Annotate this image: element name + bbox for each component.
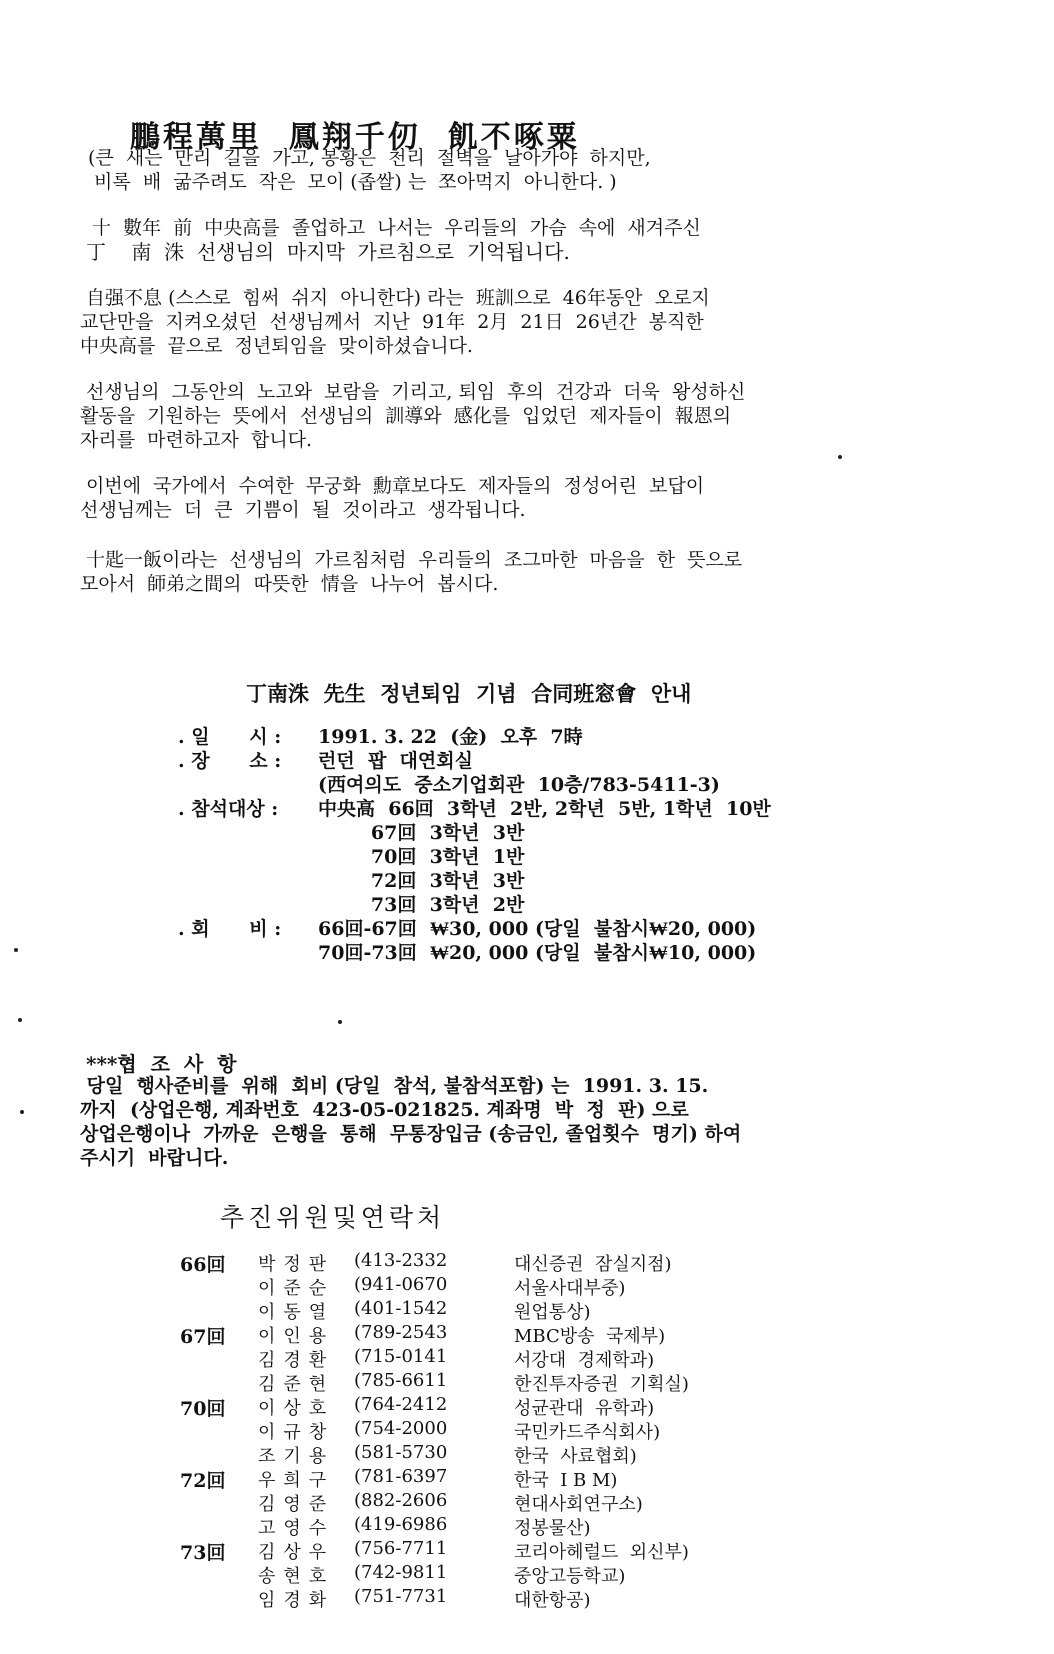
committee-row (180, 1418, 834, 1442)
place-detail-row (178, 770, 771, 794)
attendee-line: 70回 3학년 1반 (318, 846, 525, 868)
member-phone: (754-2000 (354, 1418, 448, 1439)
member-org: 대한항공) (514, 1590, 591, 1611)
member-phone: (419-6986 (354, 1514, 448, 1535)
member-org: 한진투자증권 기획실) (514, 1374, 689, 1395)
paragraph-line: 선생님께는 더 큰 기쁨이 될 것이라고 생각됩니다. (80, 499, 526, 521)
committee-row (180, 1514, 834, 1538)
paragraph-graduation (86, 216, 701, 265)
invitation-heading: 丁南洙 先生 정년퇴임 기념 合同班窓會 안내 (246, 681, 692, 706)
member-class: 67回 (180, 1326, 226, 1348)
member-phone: (751-7731 (354, 1586, 448, 1607)
cooperation-line: 주시기 바랍니다. (80, 1147, 229, 1169)
member-phone: (715-0141 (354, 1346, 448, 1367)
cooperation-line: 당일 행사준비를 위해 회비 (당일 참석, 불참석포함) 는 1991. 3. 15. (80, 1075, 709, 1097)
member-phone: (742-9811 (354, 1562, 448, 1583)
scan-speck (20, 1110, 24, 1114)
committee-row (180, 1538, 834, 1562)
member-name: 이상호 (258, 1398, 335, 1419)
member-class (180, 1562, 258, 1586)
member-class: 70回 (180, 1398, 226, 1420)
committee-row (180, 1586, 834, 1610)
member-name: 송현호 (258, 1566, 335, 1587)
committee-list (180, 1250, 834, 1610)
attendees-row (178, 890, 771, 914)
member-class (180, 1370, 258, 1394)
member-org: MBC방송 국제부) (514, 1326, 666, 1347)
member-name: 김경환 (258, 1350, 335, 1371)
committee-row (180, 1394, 834, 1418)
paragraph-line: 교단만을 지켜오셨던 선생님께서 지난 91年 2月 21日 26년간 봉직한 (80, 311, 704, 333)
paragraph-line: 中央高를 끝으로 정년퇴임을 맞이하셨습니다. (80, 335, 473, 357)
committee-row (180, 1490, 834, 1514)
member-class (180, 1586, 258, 1610)
paragraph-line: 自强不息 (스스로 힘써 쉬지 아니한다) 라는 班訓으로 46年동안 오로지 (80, 287, 710, 309)
member-name: 김영준 (258, 1494, 335, 1515)
place-row (178, 746, 771, 770)
paragraph-purpose (80, 380, 745, 452)
motto-explanation (88, 146, 651, 194)
member-phone: (764-2412 (354, 1394, 448, 1415)
fee-row (178, 938, 771, 962)
motto-title: 鵬程萬里 鳳翔千仞 飢不啄粟 (130, 120, 580, 155)
member-name: 고영수 (258, 1518, 335, 1539)
attendees-row (178, 818, 771, 842)
member-org: 대신증권 잠실지점) (514, 1254, 672, 1275)
fee-line: 66回-67回 ₩30, 000 (당일 불참시₩20, 000) (318, 918, 757, 940)
member-org: 정봉물산) (514, 1518, 591, 1539)
date-label: . 일 시 : (178, 726, 282, 748)
paragraph-line: 十 數年 前 中央高를 졸업하고 나서는 우리들의 가슴 속에 새겨주신 (86, 217, 701, 239)
member-phone: (785-6611 (354, 1370, 448, 1391)
committee-row (180, 1466, 834, 1490)
member-class (180, 1274, 258, 1298)
member-org: 한국 사료협회) (514, 1446, 637, 1467)
member-org: 성균관대 유학과) (514, 1398, 655, 1419)
member-class (180, 1490, 258, 1514)
member-class: 73回 (180, 1542, 226, 1564)
place-label: . 장 소 : (178, 750, 282, 772)
fee-label: . 회 비 : (178, 918, 282, 940)
paragraph-line: 十匙一飯이라는 선생님의 가르침처럼 우리들의 조그마한 마음을 한 뜻으로 (80, 549, 743, 571)
member-phone: (781-6397 (354, 1466, 448, 1487)
paragraph-line: 모아서 師弟之間의 따뜻한 情을 나누어 봅시다. (80, 573, 499, 595)
member-class (180, 1442, 258, 1466)
date-value: 1991. 3. 22 (金) 오후 7時 (318, 726, 583, 748)
member-org: 국민카드주식회사) (514, 1422, 661, 1443)
paragraph-line: 이번에 국가에서 수여한 무궁화 勳章보다도 제자들의 정성어린 보답이 (80, 475, 705, 497)
member-phone: (401-1542 (354, 1298, 448, 1319)
committee-row (180, 1562, 834, 1586)
member-name: 이준순 (258, 1278, 335, 1299)
member-name: 이규창 (258, 1422, 335, 1443)
date-row (178, 722, 771, 746)
member-name: 박정판 (258, 1254, 335, 1275)
member-org: 중앙고등학교) (514, 1566, 626, 1587)
scan-speck (338, 1020, 342, 1024)
paragraph-line: 선생님의 그동안의 노고와 보람을 기리고, 퇴임 후의 건강과 더욱 왕성하신 (80, 381, 746, 403)
committee-row (180, 1274, 834, 1298)
paragraph-closing (80, 548, 742, 596)
member-org: 서강대 경제학과) (514, 1350, 655, 1371)
member-class (180, 1514, 258, 1538)
motto-line: 비록 배 굶주려도 작은 모이 (좁쌀) 는 쪼아먹지 아니한다. ) (88, 171, 617, 193)
attendees-label: . 참석대상 : (178, 798, 279, 820)
attendees-row (178, 866, 771, 890)
scan-speck (18, 1018, 22, 1022)
committee-row (180, 1370, 834, 1394)
member-phone: (413-2332 (354, 1250, 448, 1271)
place-detail: (西여의도 중소기업회관 10층/783-5411-3) (318, 774, 720, 796)
member-class (180, 1298, 258, 1322)
paragraph-line: 丁 南 洙 선생님의 마지막 가르침으로 기억됩니다. (86, 240, 570, 264)
committee-title: 추진위원및연락처 (220, 1203, 446, 1232)
scan-speck (14, 948, 18, 952)
member-org: 서울사대부중) (514, 1278, 626, 1299)
member-org: 원업통상) (514, 1302, 591, 1323)
scan-speck (838, 455, 842, 459)
paragraph-medal (80, 474, 704, 522)
member-org: 현대사회연구소) (514, 1494, 643, 1515)
member-name: 우희구 (258, 1470, 335, 1491)
attendees-row (178, 842, 771, 866)
member-class: 72回 (180, 1470, 226, 1492)
cooperation-body (80, 1074, 741, 1170)
cooperation-line: 까지 (상업은행, 계좌번호 423-05-021825. 계좌명 박 정 판) 으로 (80, 1099, 689, 1121)
committee-row (180, 1346, 834, 1370)
paragraph-retirement (80, 286, 710, 358)
member-org: 한국 I B M) (514, 1470, 618, 1491)
member-phone: (581-5730 (354, 1442, 448, 1463)
member-name: 김상우 (258, 1542, 335, 1563)
place-value: 런던 팝 대연회실 (318, 750, 473, 772)
fee-row (178, 914, 771, 938)
attendee-line: 72回 3학년 3반 (318, 870, 525, 892)
event-details (178, 722, 771, 962)
attendee-line: 中央高 66回 3학년 2반, 2학년 5반, 1학년 10반 (318, 798, 771, 820)
motto-line: (큰 새는 만리 길을 가고, 봉황은 천리 절벽을 날아가야 하지만, (88, 147, 651, 169)
member-phone: (882-2606 (354, 1490, 448, 1511)
attendee-line: 73回 3학년 2반 (318, 894, 525, 916)
member-name: 이동열 (258, 1302, 335, 1323)
attendee-line: 67回 3학년 3반 (318, 822, 525, 844)
paragraph-line: 자리를 마련하고자 합니다. (80, 429, 313, 451)
attendees-row (178, 794, 771, 818)
member-name: 이인용 (258, 1326, 335, 1347)
member-org: 코리아헤럴드 외신부) (514, 1542, 689, 1563)
committee-row (180, 1442, 834, 1466)
fee-line: 70回-73回 ₩20, 000 (당일 불참시₩10, 000) (318, 942, 757, 964)
member-class (180, 1346, 258, 1370)
cooperation-title: ***협 조 사 항 (86, 1052, 237, 1076)
member-phone: (756-7711 (354, 1538, 448, 1559)
member-phone: (789-2543 (354, 1322, 448, 1343)
member-class (180, 1418, 258, 1442)
member-name: 조기용 (258, 1446, 335, 1467)
committee-row (180, 1322, 834, 1346)
committee-row (180, 1298, 834, 1322)
paragraph-line: 활동을 기원하는 뜻에서 선생님의 訓導와 感化를 입었던 제자들이 報恩의 (80, 405, 732, 427)
cooperation-line: 상업은행이나 가까운 은행을 통해 무통장입금 (송금인, 졸업횟수 명기) 하여 (80, 1123, 742, 1145)
committee-row (180, 1250, 834, 1274)
member-class: 66回 (180, 1254, 226, 1276)
member-name: 임경화 (258, 1590, 335, 1611)
member-name: 김준현 (258, 1374, 335, 1395)
member-phone: (941-0670 (354, 1274, 448, 1295)
